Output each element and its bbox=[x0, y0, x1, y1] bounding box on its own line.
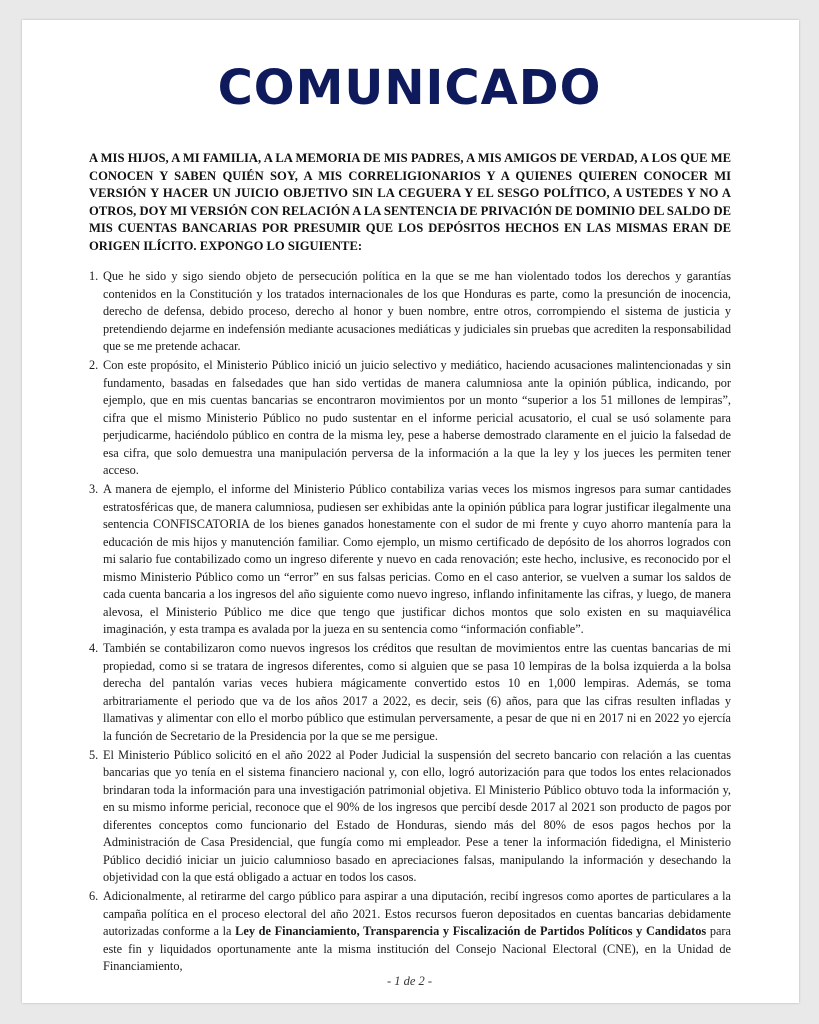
list-item-number: 4. bbox=[89, 641, 99, 655]
list-item bbox=[89, 747, 731, 887]
list-item bbox=[89, 268, 731, 356]
list-item-number: 2. bbox=[89, 358, 99, 372]
document-title: COMUNICADO bbox=[217, 60, 602, 116]
list-item-number: 5. bbox=[89, 747, 99, 762]
list-item-text: Con este propósito, el Ministerio Público inició un juicio selectivo y mediático, haciendo acusaciones malintencionadas y sin fundamento, basadas en falsedades que han sido vertidas de manera calumniosa ante la opinión pública, indicando, por ejemplo, que en mis cuentas bancarias se encontraron movimientos por un monto “superior a los 51 millones de lempiras”, cifra que el mismo Ministerio Público no pudo sustentar en el informe pericial acusatorio, el cual se usó solamente para perjudicarme, haciéndolo público en contra de la misma ley, pese a haberse demostrado claramente en el juicio la falsedad de esa cifra, que solo demuestra una manipulación perversa de la información a la que la ley y los jueces les permiten tener acceso. bbox=[103, 358, 731, 477]
list-item-text: El Ministerio Público solicitó en el año 2022 al Poder Judicial la suspensión del secreto bancario con relación a las cuentas bancarias que yo tenía en el sistema financiero nacional y, con ello, logró autorización para que todos los entes relacionados brindaran toda la información para una investigación patrimonial objetiva. El Ministerio Público obtuvo toda la información y, en su mismo informe pericial, reconoce que el 90% de los ingresos que percibí desde 2017 al 2021 son producto de pagos por diferentes conceptos como funcionario del Estado de Honduras, siendo más del 80% de esos pagos hechos por la Administración de Casa Presidencial, que fungía como mi empleador. Pese a tener la información fidedigna, el Ministerio Público decidió iniciar un juicio calumnioso basado en apreciaciones falsas, manipulando la información y desechando la objetividad con la que está obligado a actuar en todos los casos. bbox=[103, 747, 731, 884]
list-item bbox=[89, 357, 731, 480]
list-item-text: A manera de ejemplo, el informe del Ministerio Público contabiliza varias veces los mismos ingresos para sumar cantidades estratosféricas que, de manera calumniosa, pudiesen ser exhibidas ante la opinión pública para lograr justificar ilegalmente una sentencia CONFISCATORIA de los bienes ganados honestamente con el sudor de mi frente y cuyo ahorro mantenía para la educación de mis hijos y manutención familiar. Como ejemplo, un mismo certificado de depósito de los ahorros logrados con mi salario fue contabilizado como un ingreso diferente y nuevo en cada renovación; este hecho, inclusive, es reconocido por el mismo Ministerio Público como un “error” en sus falsas pericias. Como en el caso anterior, se vuelven a sumar los saldos de cada cuenta bancaria a los ingresos del año siguiente como nuevo ingreso, inflando infinitamente las cifras, y luego, de manera alevosa, el Ministerio Público me dice que tengo que justificar dichos montos que solo existen en su maquiavélica imaginación, y esta trampa es avalada por la jueza en su sentencia como “información confiable”. bbox=[103, 482, 731, 636]
list-item-number: 1. bbox=[89, 269, 99, 283]
numbered-list bbox=[89, 268, 731, 977]
list-item-text: Que he sido y sigo siendo objeto de persecución política en la que se me han violentado todos los derechos y garantías contenidos en la Constitución y los tratados internacionales de los que Honduras es parte, como la presunción de inocencia, derecho de defensa, debido proceso, derecho al honor y buen nombre, entre otros, corrompiendo el sistema de justicia y pretendiendo dejarme en indefensión mediante acusaciones mediáticas y judiciales sin pruebas que acrediten la responsabilidad que se me pretende achacar. bbox=[103, 269, 731, 353]
page-number: - 1 de 2 - bbox=[386, 974, 433, 988]
list-item-number: 6. bbox=[89, 889, 99, 903]
list-item bbox=[89, 888, 731, 976]
list-item-number: 3. bbox=[89, 482, 99, 496]
list-item-text-after: para este fin y liquidados oportunamente ante la misma institución del Consejo Nacional Electoral (CNE), en la Unidad de Financiamiento, bbox=[103, 924, 731, 973]
list-item-text: También se contabilizaron como nuevos ingresos los créditos que resultan de movimientos entre las cuentas bancarias de mi propiedad, como si se tratara de ingresos diferentes, como si alguien que se pasa 10 lempiras de la bolsa izquierda a la bolsa derecha del pantalón varias veces hubiera mágicamente convertido estos 10 en 1,000 lempiras. Además, se toma arbitrariamente el periodo que va de los años 2017 a 2022, es decir, seis (6) años, para que las cifras resulten infladas y llamativas y alimentar con ello el morbo público que estimulan perversamente, a pesar de que ni en 2017 ni en 2022 yo ejercía la función de Secretario de la Presidencia por la que se me persigue. bbox=[103, 641, 731, 743]
law-name-bold: Ley de Financiamiento, Transparencia y Fiscalización de Partidos Políticos y Candidatos bbox=[235, 924, 707, 938]
list-item-text-before: Adicionalmente, al retirarme del cargo público para aspirar a una diputación, recibí ingresos como aportes de particulares a la campaña política en el proceso electoral del año 2021. Estos recursos fueron depositados en cuentas bancarias debidamente autorizadas conforme a la bbox=[103, 889, 731, 938]
list-item bbox=[89, 640, 731, 745]
intro-paragraph: A MIS HIJOS, A MI FAMILIA, A LA MEMORIA DE MIS PADRES, A MIS AMIGOS DE VERDAD, A LOS QUE ME CONOCEN Y SABEN QUIÉN SOY, A MIS CORRELIGIONARIOS Y A QUIENES QUIEREN CONOCER MI VERSIÓN Y HACER UN JUICIO OBJETIVO SIN LA CEGUERA Y EL SESGO POLÍTICO, A USTEDES Y NO A OTROS, DOY MI VERSIÓN CON RELACIÓN A LA SENTENCIA DE PRIVACIÓN DE DOMINIO DEL SALDO DE MIS CUENTAS BANCARIAS POR PRESUMIR QUE LOS DEPÓSITOS HECHOS EN LAS MISMAS ERAN DE ORIGEN ILÍCITO. EXPONGO LO SIGUIENTE: bbox=[89, 151, 731, 253]
list-item bbox=[89, 481, 731, 639]
